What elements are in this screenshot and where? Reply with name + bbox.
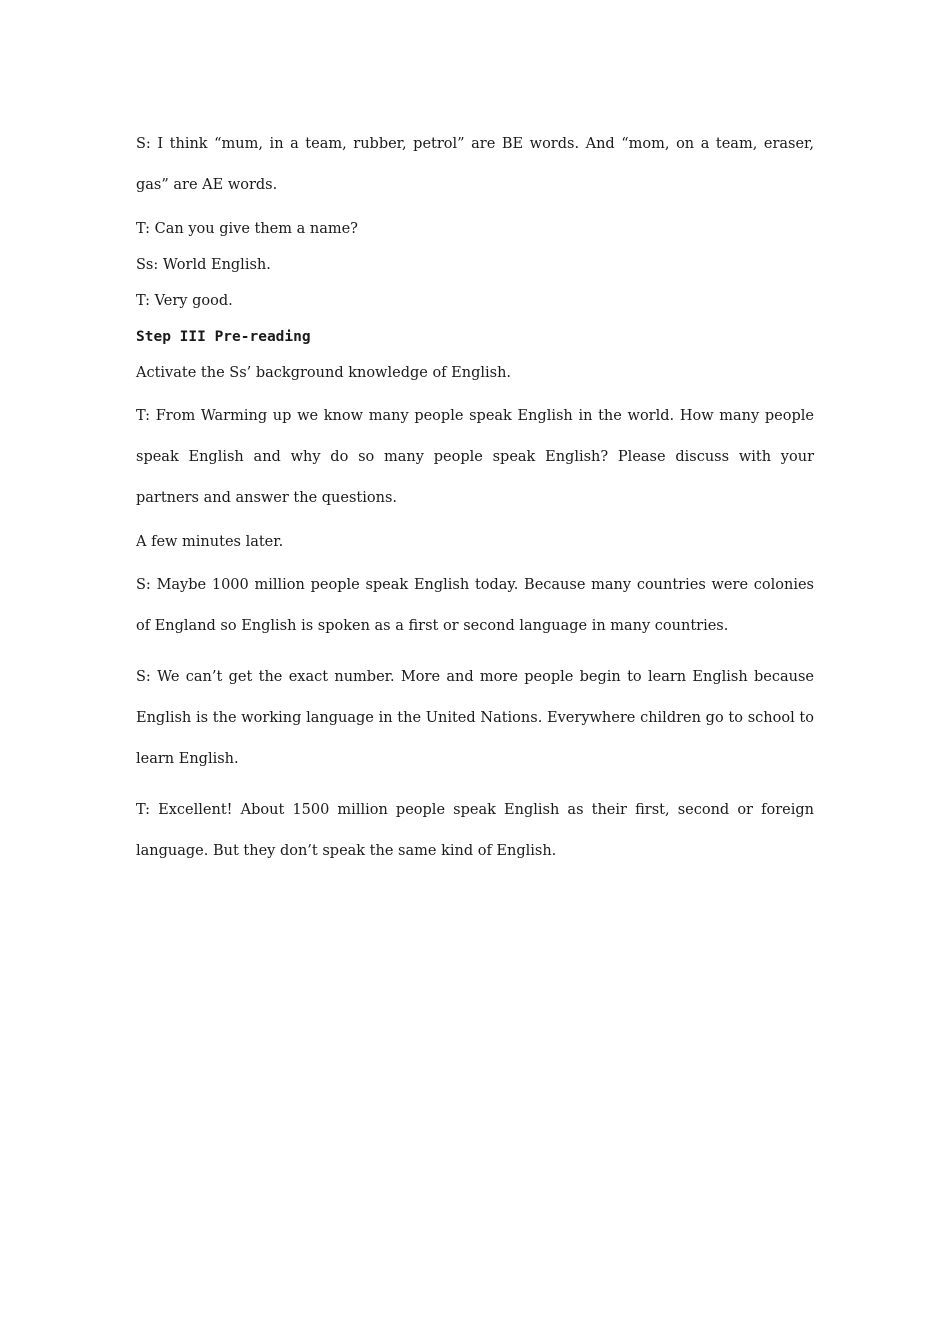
dialogue-teacher-prompt: T: From Warming up we know many people speak English in the world. How many people speak English and why do so many people speak English? Please discuss with your partners and answer the questions.: [136, 408, 814, 506]
document-page: [136, 124, 814, 882]
dialogue-student-answer-1: S: Maybe 1000 million people speak English today. Because many countries were colonies of England so English is spoken as a first or second language in many countries.: [136, 577, 814, 634]
dialogue-teacher-question: T: Can you give them a name?: [136, 221, 358, 237]
activity-instruction: Activate the Ss’ background knowledge of English.: [136, 365, 512, 381]
section-heading-pre-reading: Step III Pre-reading: [136, 329, 311, 345]
dialogue-teacher-summary: T: Excellent! About 1500 million people speak English as their first, second or foreign language. But they don’t speak the same kind of English.: [136, 802, 814, 859]
dialogue-student-words: S: I think “mum, in a team, rubber, petrol” are BE words. And “mom, on a team, eraser, gas” are AE words.: [136, 136, 814, 193]
dialogue-students-answer: Ss: World English.: [136, 257, 271, 273]
stage-note: A few minutes later.: [136, 534, 284, 550]
dialogue-teacher-praise: T: Very good.: [136, 293, 233, 309]
dialogue-student-answer-2: S: We can’t get the exact number. More and more people begin to learn English because English is the working language in the United Nations. Everywhere children go to school to learn English.: [136, 669, 814, 767]
